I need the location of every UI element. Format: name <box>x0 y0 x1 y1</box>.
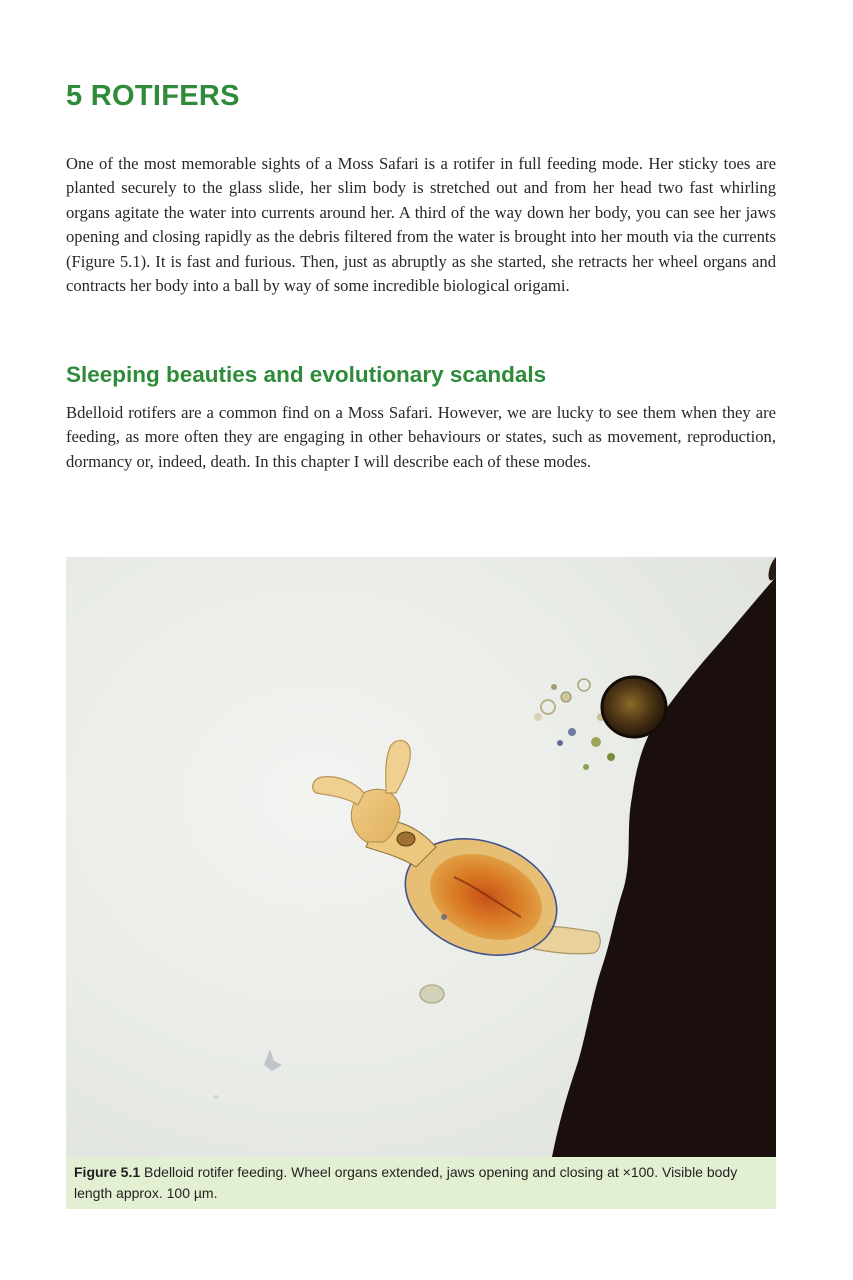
figure-label: Figure 5.1 <box>74 1164 141 1180</box>
rotifer-jaws <box>397 832 415 846</box>
rotifer-micrograph <box>66 557 776 1157</box>
section-paragraph: Bdelloid rotifers are a common find on a Moss Safari. However, we are lucky to see them when they are feeding, as more often they are engaging in other behaviours or states, such as movement, reproduction, dormancy or, indeed, death. In this chapter I will describe each of these modes. <box>66 403 776 471</box>
figure-5-1 <box>66 557 776 1209</box>
chapter-title: 5 ROTIFERS <box>66 80 240 112</box>
figure-caption <box>66 1157 776 1209</box>
intro-paragraph: One of the most memorable sights of a Moss Safari is a rotifer in full feeding mode. Her sticky toes are planted securely to the glass slide, her slim body is stretched out and from her head two fast whirling organs agitate the water into currents around her. A third of the way down her body, you can see her jaws opening and closing rapidly as the debris filtered from the water is brought into her mouth via the currents (Figure 5.1). It is fast and furious. Then, just as abruptly as she started, she retracts her wheel organs and contracts her body into a ball by way of some incredible biological origami. <box>66 154 776 296</box>
dark-sphere <box>602 677 666 737</box>
figure-caption-text: Bdelloid rotifer feeding. Wheel organs extended, jaws opening and closing at ×100. Visible body length approx. 100 µm. <box>74 1164 738 1201</box>
section-heading: Sleeping beauties and evolutionary scandals <box>66 362 547 387</box>
